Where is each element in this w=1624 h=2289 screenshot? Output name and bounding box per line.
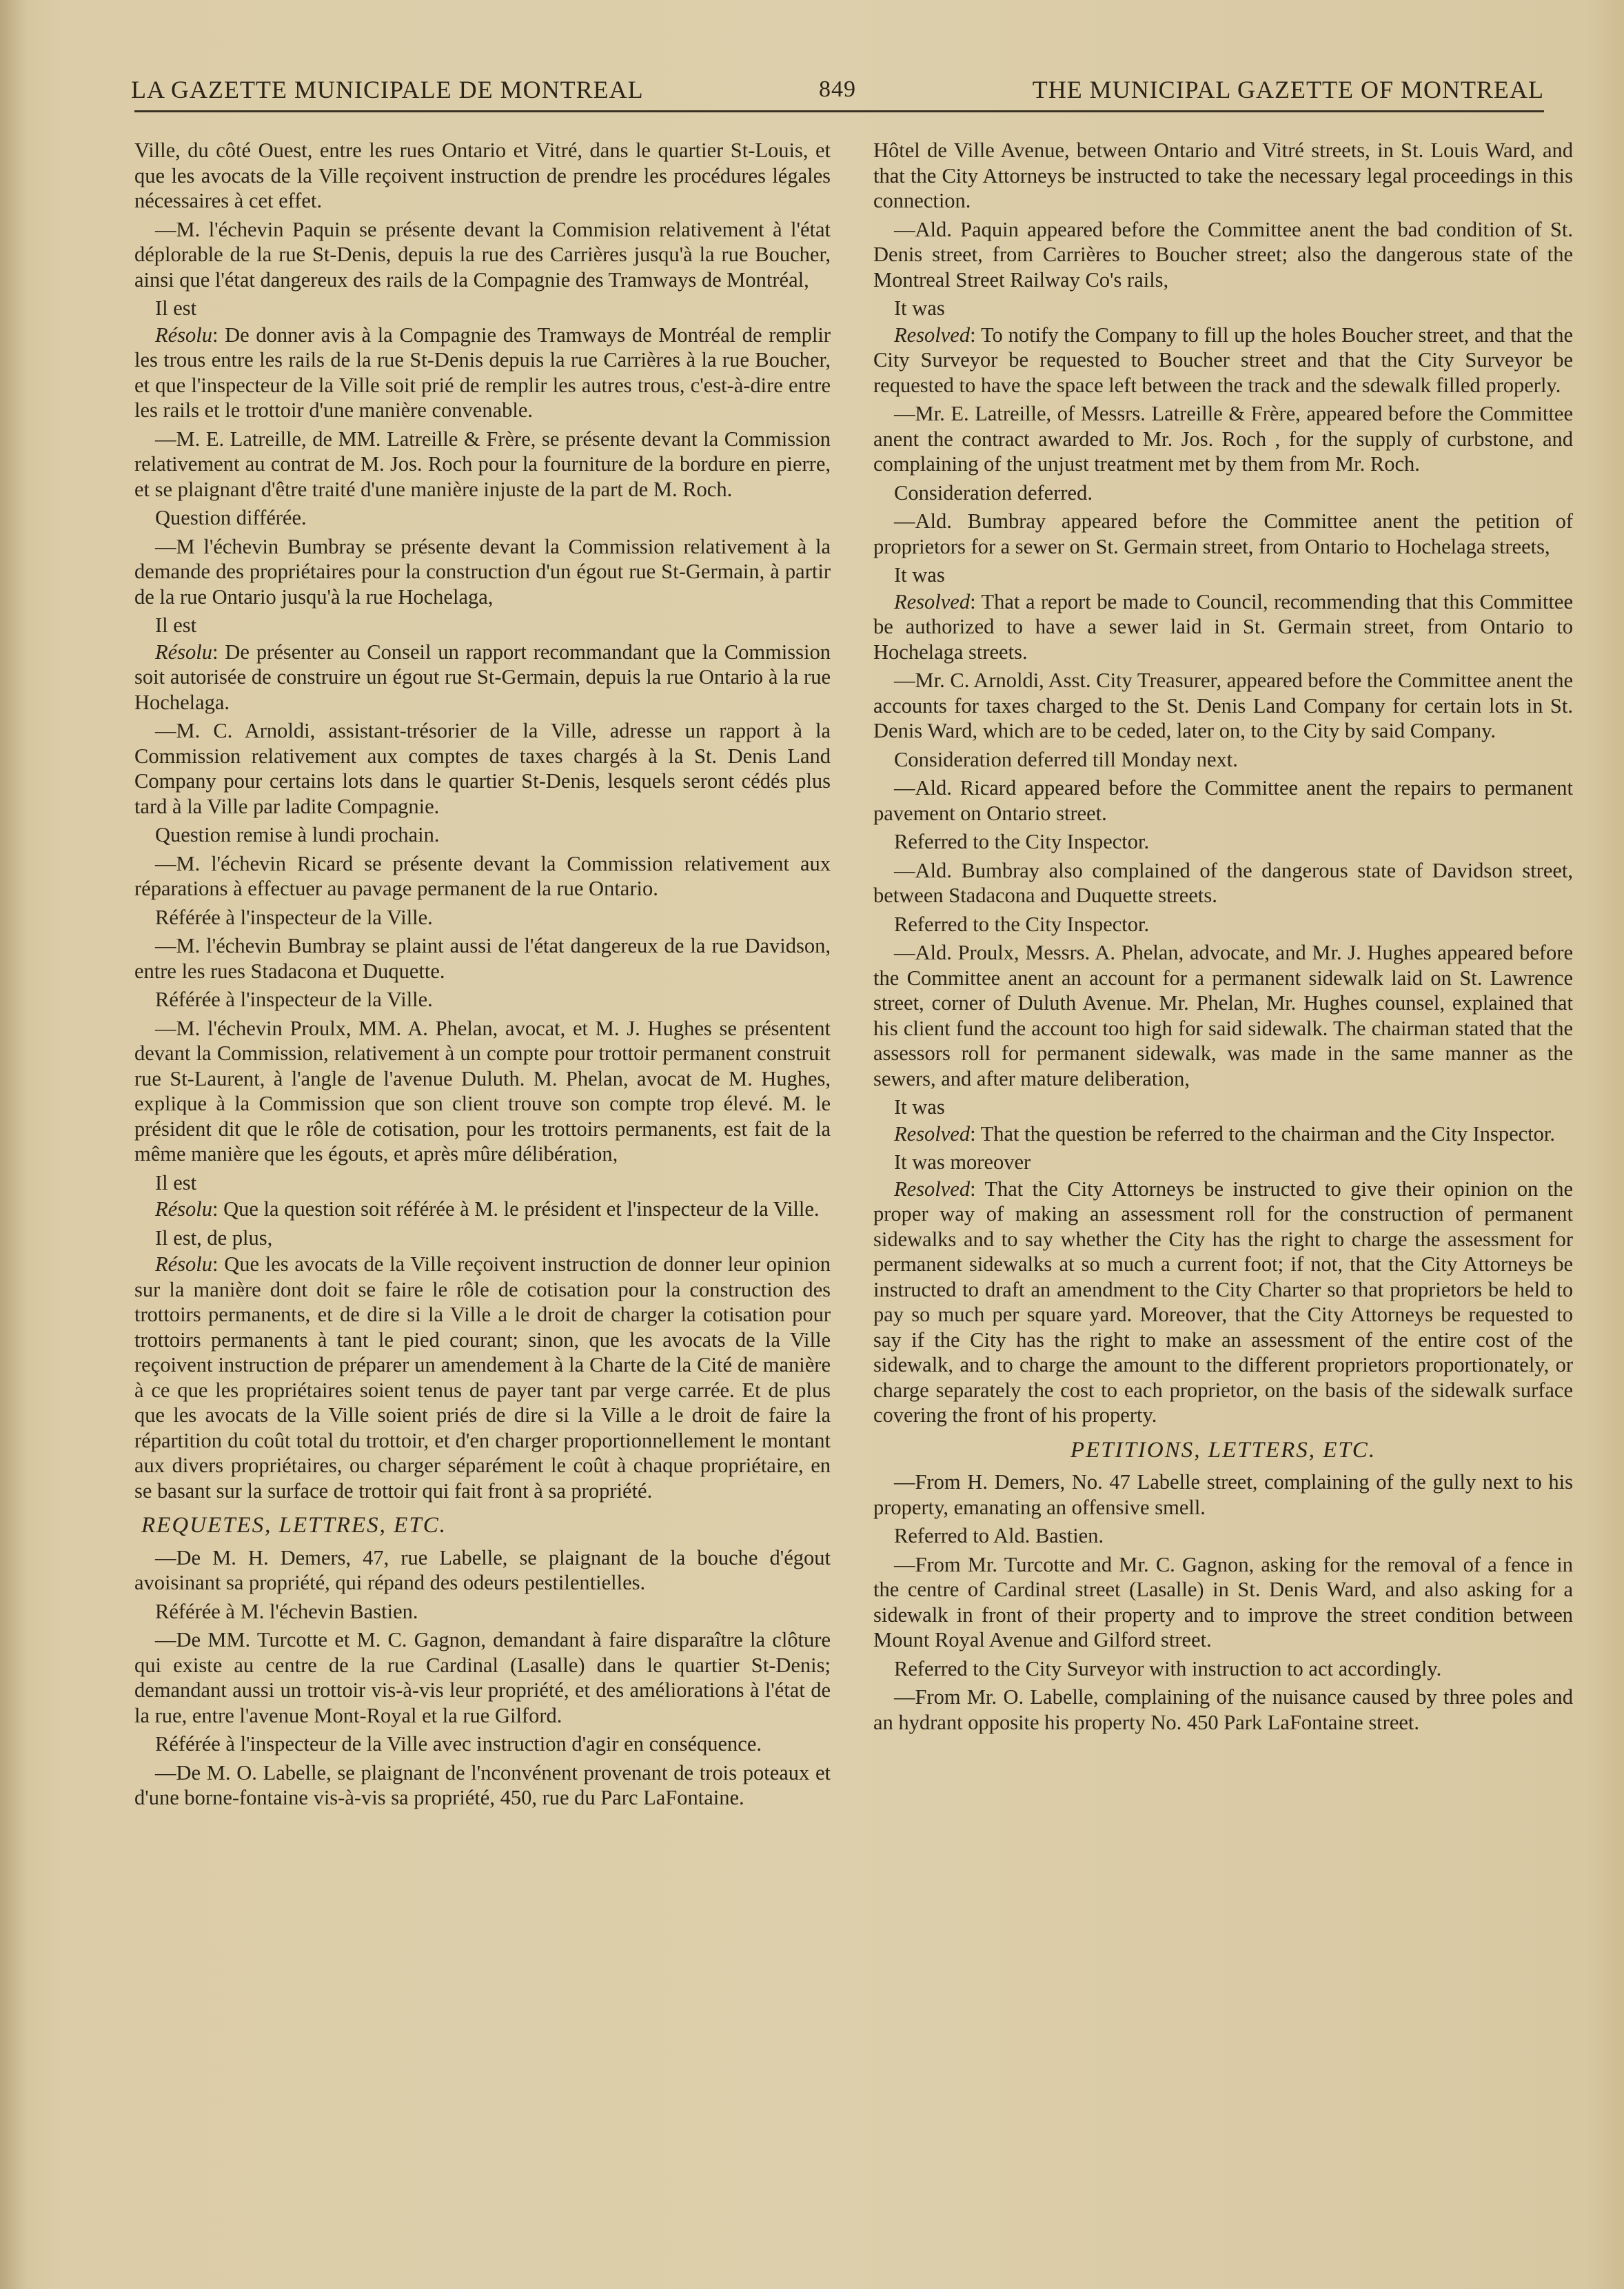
paragraph: Question différée. <box>155 506 307 529</box>
paragraph: —Ald. Bumbray appeared before the Committee anent the petition of proprietors for a sewer on St. Germain street, from Ontario to Hochelaga streets, <box>873 509 1573 558</box>
page-header <box>131 69 1544 110</box>
resolution-text: : That a report be made to Council, recommending that this Committee be authorized to have a sewer laid in St. Germain street, from Ontario to Hochelaga streets. <box>873 589 1573 664</box>
english-column <box>873 138 1573 1738</box>
header-title-english: THE MUNICIPAL GAZETTE OF MONTREAL <box>1032 76 1544 103</box>
resolution-intro: It was <box>894 296 945 320</box>
paragraph: —From Mr. Turcotte and Mr. C. Gagnon, asking for the removal of a fence in the centre of Cardinal street (Lasalle) in St. Denis Ward, and also asking for a sidewalk in front of their property and to improve the street condition between Mount Royal Avenue and Gilford street. <box>873 1552 1573 1651</box>
paragraph: —M. l'échevin Ricard se présente devant la Commission relativement aux réparations à effectuer au pavage permanent de la rue Ontario. <box>134 851 831 900</box>
paragraph: —Ald. Bumbray also complained of the dangerous state of Davidson street, between Stadacona and Duquette streets. <box>873 858 1573 907</box>
paragraph: Consideration deferred. <box>894 480 1093 505</box>
resolution-intro: Il est <box>155 1170 197 1194</box>
paragraph: Question remise à lundi prochain. <box>155 823 440 846</box>
resolution-text: : Que la question soit référée à M. le président et l'inspecteur de la Ville. <box>212 1197 820 1221</box>
resolution-intro: It was <box>894 563 945 587</box>
resolution-text: : Que les avocats de la Ville reçoivent instruction de donner leur opinion sur la manière dont doit se faire le rôle de cotisation pour la construction des trottoirs permanents, et de dire si la Ville a le droit de charger la cotisation pour trottoirs permanents à tant le pied courant; sinon, que les avocats de la Ville reçoivent instruction de préparer un amendement à la Charte de la Cité de manière à ce que les propriétaires soient tenus de payer tant par verge carrée. Et de plus que les avocats de la Ville soient priés de dire si la Ville a le droit de faire la répartition du coût total du trottoir, et d'en charger proportionnellement le montant aux divers propriétaires, ou charger séparément le coût à chaque propriétaire, en se basant sur la surface de trottoir qui fait front à sa propriété. <box>134 1252 831 1503</box>
paragraph: Hôtel de Ville Avenue, between Ontario and Vitré streets, in St. Louis Ward, and that the City Attorneys be instructed to take the necessary legal proceedings in this connection. <box>873 139 1573 212</box>
resolution <box>134 1197 831 1222</box>
paragraph: Referred to Ald. Bastien. <box>894 1524 1104 1547</box>
resolution-intro: Il est, de plus, <box>155 1225 273 1250</box>
paragraph: —Ald. Proulx, Messrs. A. Phelan, advocate, and Mr. J. Hughes appeared before the Committee anent an account for a permanent sidewalk laid on St. Lawrence street, corner of Duluth Avenue. Mr. Phelan, Mr. Hughes counsel, explained that his client fund the account too high for said sidewalk. The chairman stated that the assessors roll for permanent sidewalk, was made in the same manner as the sewers, and after mature deliberation, <box>873 941 1573 1090</box>
paragraph: Référée à l'inspecteur de la Ville. <box>155 988 433 1011</box>
resolution <box>873 1121 1573 1147</box>
paragraph: —Mr. C. Arnoldi, Asst. City Treasurer, appeared before the Committee anent the accounts for taxes charged to the St. Denis Land Company for certain lots in St. Denis Ward, which are to be ceded, later on, to the City by said Company. <box>873 669 1573 742</box>
paragraph: Referred to the City Surveyor with instruction to act accordingly. <box>894 1656 1442 1680</box>
resolution-label: Résolu <box>155 1252 213 1276</box>
paragraph: —M. C. Arnoldi, assistant-trésorier de la Ville, adresse un rapport à la Commission relativement aux comptes de taxes chargés à la St. Denis Land Company pour certains lots dans le quartier St-Denis, lesquels seront cédés plus tard à la Ville par ladite Compagnie. <box>134 719 831 818</box>
resolution <box>873 1177 1573 1428</box>
resolution <box>873 323 1573 398</box>
paragraph: Consideration deferred till Monday next. <box>894 747 1238 771</box>
paragraph: —M. l'échevin Proulx, MM. A. Phelan, avocat, et M. J. Hughes se présentent devant la Commission, relativement à un compte pour trottoir permanent construit rue St-Laurent, à l'angle de l'avenue Duluth. M. Phelan, avocat de M. Hughes, explique à la Commission que son client trouve son compte trop élevé. M. le président dit que le rôle de cotisation, pour les trottoirs permanents, est fait de la même manière que les égouts, et après mûre délibération, <box>134 1016 831 1166</box>
paragraph: —M l'échevin Bumbray se présente devant la Commission relativement à la demande des propriétaires pour la construction d'un égout rue St-Germain, à partir de la rue Ontario jusqu'à la rue Hochelaga, <box>134 534 831 609</box>
paragraph: —De MM. Turcotte et M. C. Gagnon, demandant à faire disparaître la clôture qui existe au centre de la rue Cardinal (Lasalle) dans le quartier St-Denis; demandant aussi un trottoir vis-à-vis leur propriété, et des améliorations à l'état de la rue, entre l'avenue Mont-Royal et la rue Gilford. <box>134 1628 831 1727</box>
resolution-label: Resolved <box>894 1177 971 1201</box>
paragraph: Referred to the City Inspector. <box>894 830 1150 853</box>
resolution-intro: Il est <box>155 296 197 320</box>
resolution-label: Résolu <box>155 640 213 664</box>
resolution-text: : To notify the Company to fill up the holes Boucher street, and that the City Surveyor be requested to Boucher street and that the City Surveyor be requested to have the space left between the track and the sdewalk filled properly. <box>873 323 1573 397</box>
paragraph: —M. l'échevin Paquin se présente devant la Commision relativement à l'état déplorable de la rue St-Denis, depuis la rue des Carrières jusqu'à la rue Boucher, ainsi que l'état dangereux des rails de la Compagnie des Tramways de Montréal, <box>134 217 831 292</box>
page-number: 849 <box>819 77 856 102</box>
paragraph: —De M. O. Labelle, se plaignant de l'nconvénent provenant de trois poteaux et d'une borne-fontaine vis-à-vis sa propriété, 450, rue du Parc LaFontaine. <box>134 1760 831 1809</box>
resolution-label: Résolu <box>155 1197 213 1221</box>
paragraph: —M. E. Latreille, de MM. Latreille & Frère, se présente devant la Commission relativement au contrat de M. Jos. Roch pour la fourniture de la bordure en pierre, et se plaignant d'être traité d'une manière injuste de la part de M. Roch. <box>134 427 831 501</box>
resolution-label: Résolu <box>155 323 213 347</box>
paragraph: —Mr. E. Latreille, of Messrs. Latreille & Frère, appeared before the Committee anent the contract awarded to Mr. Jos. Roch , for the supply of curbstone, and complaining of the unjust treatment met by them from Mr. Roch. <box>873 402 1573 476</box>
resolution <box>134 1252 831 1503</box>
paragraph: —From H. Demers, No. 47 Labelle street, complaining of the gully next to his property, emanating an offensive smell. <box>873 1470 1573 1519</box>
resolution-label: Resolved <box>894 323 971 347</box>
resolution <box>134 323 831 423</box>
header-rule <box>134 110 1544 112</box>
paragraph: —M. l'échevin Bumbray se plaint aussi de l'état dangereux de la rue Davidson, entre les rues Stadacona et Duquette. <box>134 934 831 983</box>
paragraph: —From Mr. O. Labelle, complaining of the nuisance caused by three poles and an hydrant opposite his property No. 450 Park LaFontaine street. <box>873 1685 1573 1734</box>
paragraph: Référée à l'inspecteur de la Ville. <box>155 905 433 929</box>
section-heading: REQUETES, LETTRES, ETC. <box>141 1513 447 1538</box>
resolution-text: : That the City Attorneys be instructed to give their opinion on the proper way of making an assessment roll for the construction of permanent sidewalks and to say whether the City has the right to charge the assessment for permanent sidewalks at so much a current foot; if not, that the City Attorneys be instructed to draft an amendment to the City Charter so that proprietors be held to pay so much per square yard. Moreover, that the City Attorneys be requested to say if the City has the right to make an assessment of the entire cost of the sidewalk, and to charge the amount to the different proprietors proportionately, or charge separately the cost to each proprietor, on the basis of the sidewalk surface covering the front of his property. <box>873 1177 1573 1427</box>
french-column <box>134 138 831 1814</box>
resolution-text: : De présenter au Conseil un rapport recommandant que la Commission soit autorisée de construire un égout rue St-Germain, depuis la rue Ontario à la rue Hochelaga. <box>134 640 831 714</box>
resolution-text: : That the question be referred to the chairman and the City Inspector. <box>970 1121 1556 1146</box>
resolution-intro: Il est <box>155 613 197 637</box>
resolution <box>134 640 831 715</box>
paragraph: Référée à l'inspecteur de la Ville avec instruction d'agir en conséquence. <box>155 1732 762 1756</box>
header-title-french: LA GAZETTE MUNICIPALE DE MONTREAL <box>131 76 644 103</box>
resolution-label: Resolved <box>894 589 971 613</box>
paragraph: Ville, du côté Ouest, entre les rues Ontario et Vitré, dans le quartier St-Louis, et que les avocats de la Ville reçoivent instruction de prendre les procédures légales nécessaires à cet effet. <box>134 139 831 212</box>
resolution-text: : De donner avis à la Compagnie des Tramways de Montréal de remplir les trous entre les rails de la rue St-Denis depuis la rue Carrières à la rue Boucher, et que l'inspecteur de la Ville soit prié de remplir les autres trous, c'est-à-dire entre les rails et le trottoir d'une manière convenable. <box>134 323 831 422</box>
section-heading: PETITIONS, LETTERS, ETC. <box>1070 1437 1377 1463</box>
paragraph: —Ald. Paquin appeared before the Committee anent the bad condition of St. Denis street, from Carrières to Boucher street; also the dangerous state of the Montreal Street Railway Co's rails, <box>873 217 1573 292</box>
resolution-intro: It was <box>894 1095 945 1119</box>
paragraph: —Ald. Ricard appeared before the Committee anent the repairs to permanent pavement on Ontario street. <box>873 776 1573 825</box>
paragraph: Referred to the City Inspector. <box>894 912 1150 936</box>
resolution <box>873 589 1573 665</box>
resolution-label: Resolved <box>894 1121 971 1146</box>
resolution-intro: It was moreover <box>894 1150 1031 1174</box>
paragraph: —De M. H. Demers, 47, rue Labelle, se plaignant de la bouche d'égout avoisinant sa propriété, qui répand des odeurs pestilentielles. <box>134 1545 831 1594</box>
paragraph: Référée à M. l'échevin Bastien. <box>155 1599 418 1623</box>
